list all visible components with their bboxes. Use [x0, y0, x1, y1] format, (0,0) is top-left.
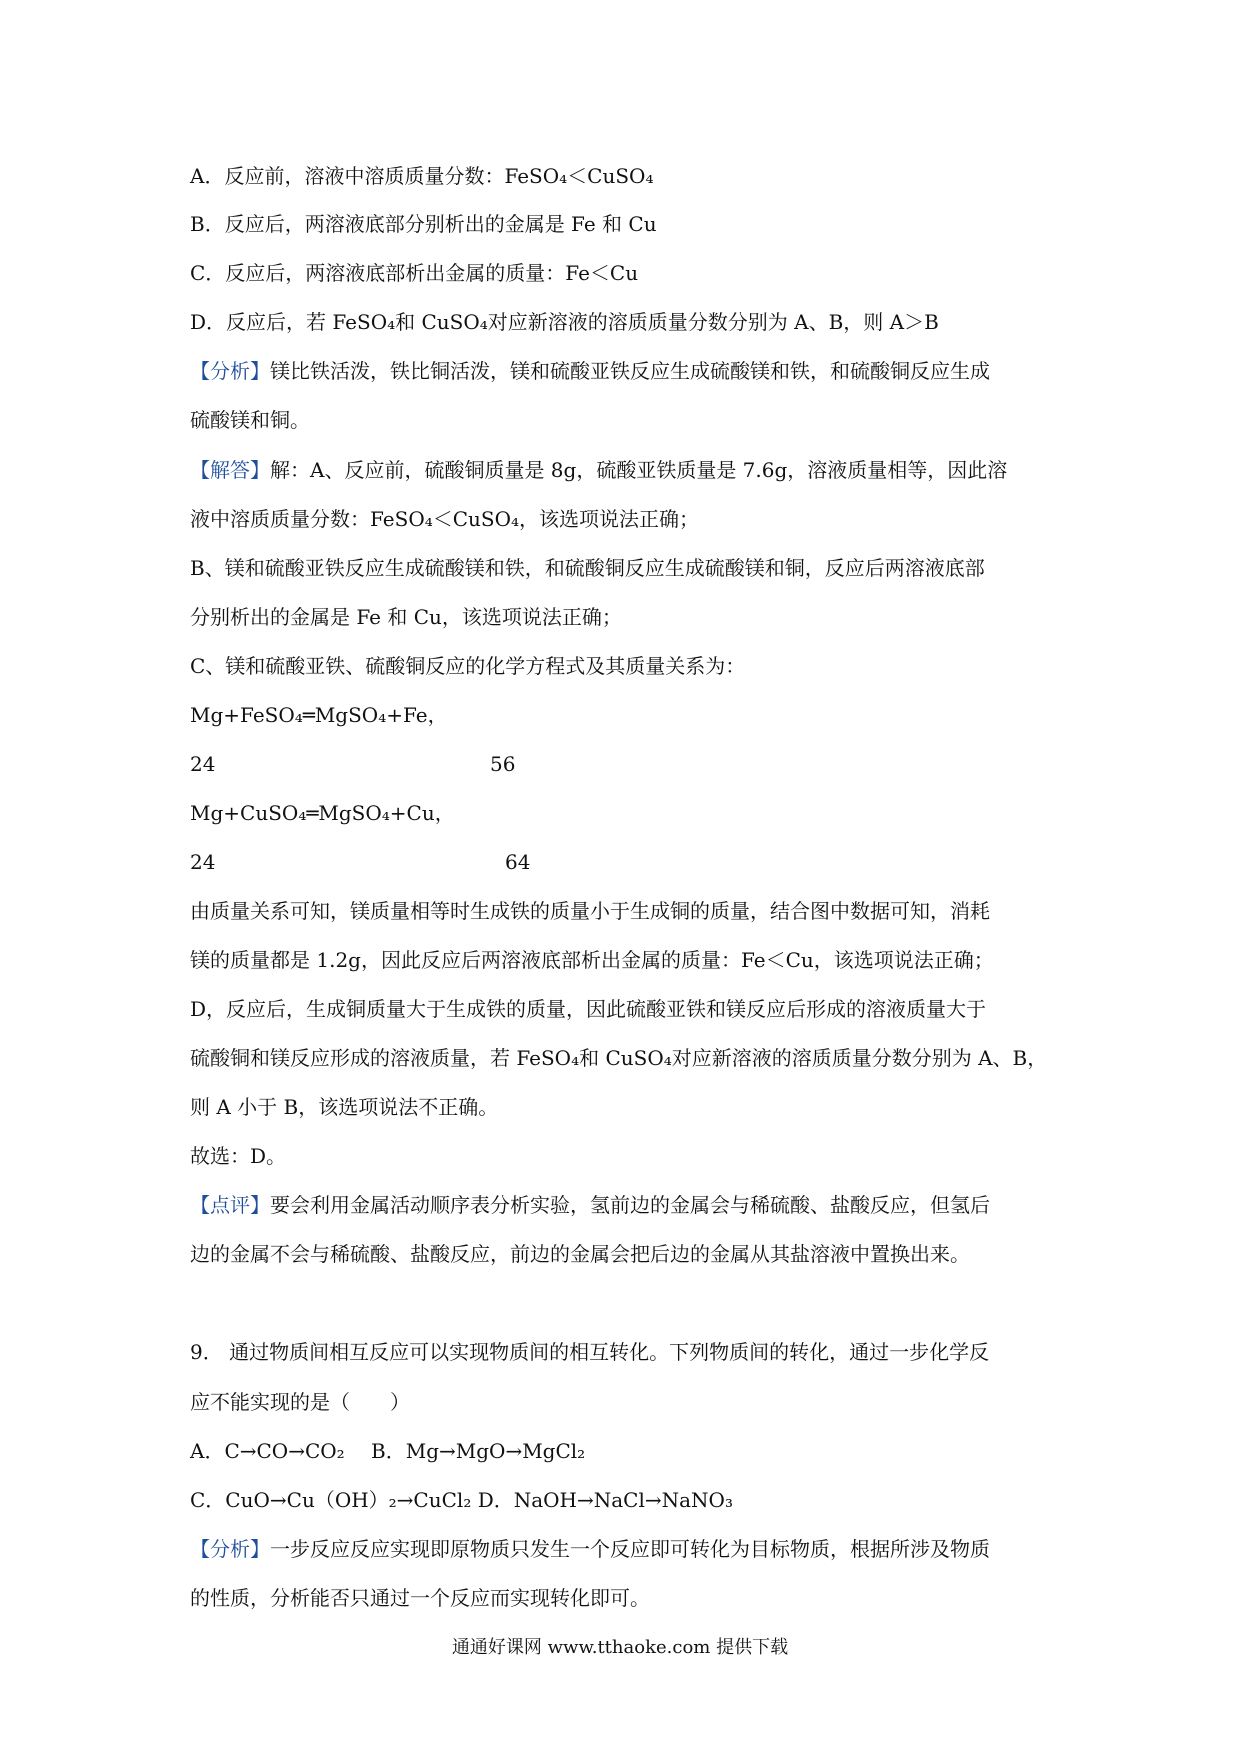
solution-line-1	[190, 456, 1070, 484]
solution-line-5: C、镁和硫酸亚铁、硫酸铜反应的化学方程式及其质量关系为：	[190, 654, 746, 678]
solution-line-2: 液中溶质质量分数：FeSO₄＜CuSO₄，该选项说法正确；	[190, 507, 700, 531]
analysis2-tag: 【分析】	[190, 1537, 270, 1561]
analysis-text: 镁比铁活泼，铁比铜活泼，镁和硫酸亚铁反应生成硫酸镁和铁，和硫酸铜反应生成	[270, 359, 990, 383]
equation-2: Mg+CuSO₄═MgSO₄+Cu，	[190, 801, 455, 825]
option-d: D．反应后，若 FeSO₄和 CuSO₄对应新溶液的溶质质量分数分别为 A、B，则 A＞B	[190, 310, 939, 334]
option-a: A．反应前，溶液中溶质质量分数：FeSO₄＜CuSO₄	[190, 164, 654, 188]
mass-mg-2: 24	[190, 850, 216, 874]
question-9-options-cd: C．CuO→Cu（OH）₂→CuCl₂ D．NaOH→NaCl→NaNO₃	[190, 1488, 733, 1512]
mass-mg-1: 24	[190, 752, 216, 776]
question-9-options-ab: A．C→CO→CO₂ B．Mg→MgO→MgCl₂	[190, 1439, 586, 1463]
solution-line-9: 硫酸铜和镁反应形成的溶液质量，若 FeSO₄和 CuSO₄对应新溶液的溶质质量分数分别为 A、B，	[190, 1046, 1048, 1070]
solution-text: 解：A、反应前，硫酸铜质量是 8g，硫酸亚铁质量是 7.6g，溶液质量相等，因此溶	[270, 458, 1008, 482]
solution-line-3: B、镁和硫酸亚铁反应生成硫酸镁和铁，和硫酸铜反应生成硫酸镁和铜，反应后两溶液底部	[190, 556, 985, 580]
analysis2-line-1	[190, 1535, 1070, 1563]
equation-1: Mg+FeSO₄═MgSO₄+Fe，	[190, 703, 448, 727]
solution-line-10: 则 A 小于 B，该选项说法不正确。	[190, 1095, 499, 1119]
question-9-line-1: 9． 通过物质间相互反应可以实现物质间的相互转化。下列物质间的转化，通过一步化学反	[190, 1340, 990, 1364]
mass-fe: 56	[490, 752, 516, 776]
review-tag: 【点评】	[190, 1193, 270, 1217]
analysis-line-2: 硫酸镁和铜。	[190, 408, 310, 432]
review-text: 要会利用金属活动顺序表分析实验，氢前边的金属会与稀硫酸、盐酸反应，但氢后	[270, 1193, 990, 1217]
solution-line-4: 分别析出的金属是 Fe 和 Cu，该选项说法正确；	[190, 605, 622, 629]
page-footer: 通通好课网 www.tthaoke.com 提供下载	[451, 1637, 789, 1658]
mass-cu: 64	[505, 850, 531, 874]
solution-line-6: 由质量关系可知，镁质量相等时生成铁的质量小于生成铜的质量，结合图中数据可知，消耗	[190, 899, 990, 923]
analysis-line-1	[190, 357, 1070, 385]
question-9-line-2: 应不能实现的是（ ）	[190, 1390, 410, 1414]
solution-line-7: 镁的质量都是 1.2g，因此反应后两溶液底部析出金属的质量：Fe＜Cu，该选项说法正确；	[190, 948, 994, 972]
analysis2-line-2: 的性质，分析能否只通过一个反应而实现转化即可。	[190, 1586, 650, 1610]
analysis2-text: 一步反应反应实现即原物质只发生一个反应即可转化为目标物质，根据所涉及物质	[270, 1537, 990, 1561]
analysis-tag: 【分析】	[190, 359, 270, 383]
solution-tag: 【解答】	[190, 458, 270, 482]
equation-1-masses	[190, 750, 1070, 778]
solution-line-8: D，反应后，生成铜质量大于生成铁的质量，因此硫酸亚铁和镁反应后形成的溶液质量大于	[190, 997, 987, 1021]
review-line-2: 边的金属不会与稀硫酸、盐酸反应，前边的金属会把后边的金属从其盐溶液中置换出来。	[190, 1242, 970, 1266]
option-b: B．反应后，两溶液底部分别析出的金属是 Fe 和 Cu	[190, 212, 657, 236]
equation-2-masses	[190, 848, 1070, 876]
option-c: C．反应后，两溶液底部析出金属的质量：Fe＜Cu	[190, 261, 639, 285]
review-line-1	[190, 1191, 1070, 1219]
answer-line: 故选：D。	[190, 1144, 287, 1168]
